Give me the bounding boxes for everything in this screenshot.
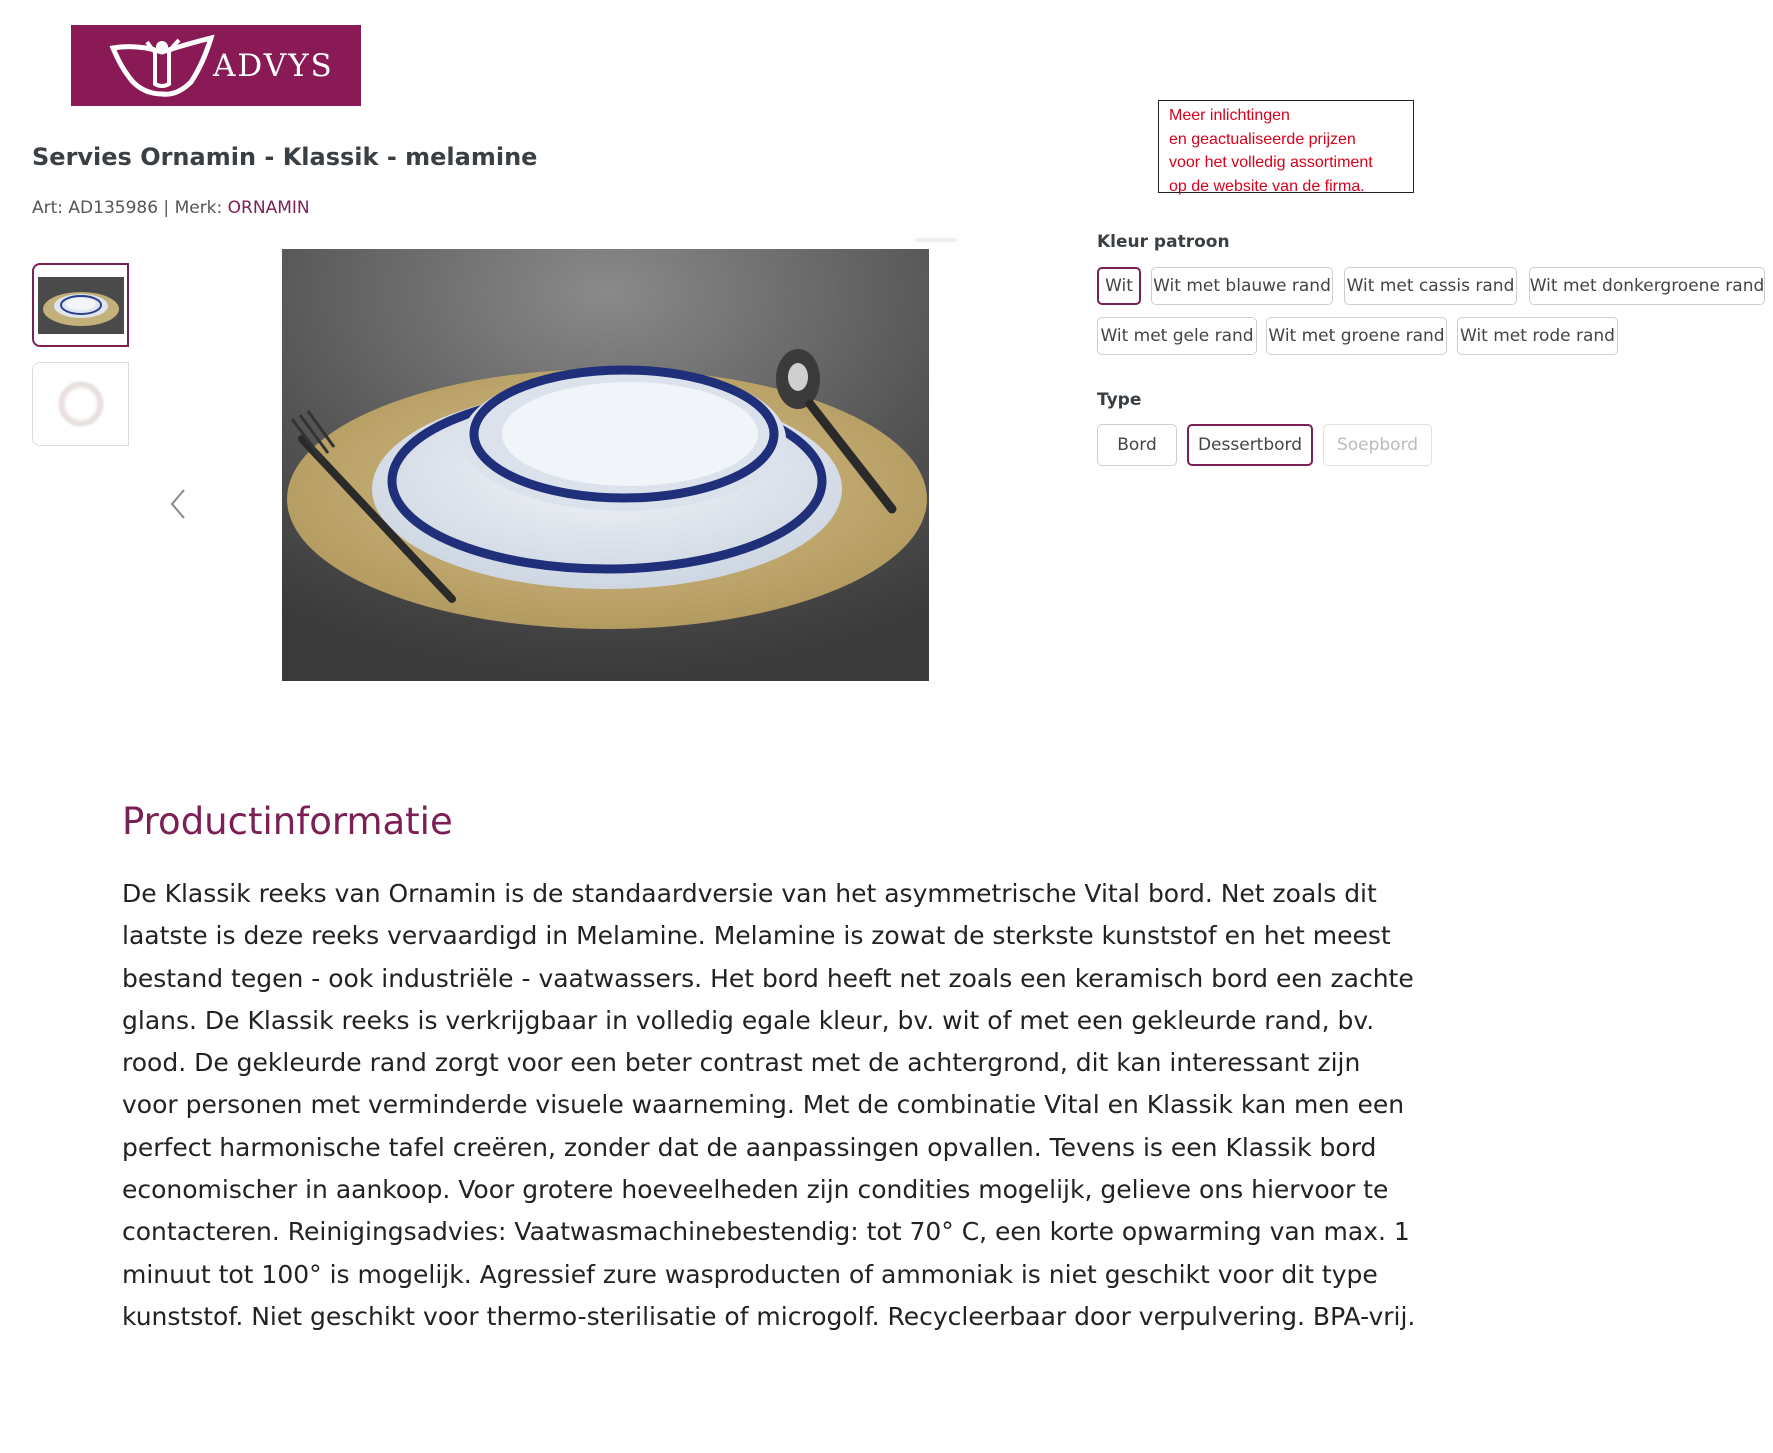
option-dessertbord[interactable]: Dessertbord <box>1187 424 1313 466</box>
option-wit-blauwe-rand[interactable]: Wit met blauwe rand <box>1151 267 1333 305</box>
plate-thumbnail[interactable] <box>32 362 129 446</box>
article-label: Art: AD135986 | Merk: <box>32 198 228 218</box>
option-wit-cassis-rand[interactable]: Wit met cassis rand <box>1344 267 1517 305</box>
product-title: Servies Ornamin - Klassik - melamine <box>32 143 538 171</box>
type-label: Type <box>1097 390 1142 410</box>
color-pattern-label: Kleur patroon <box>1097 232 1230 252</box>
chevron-left-icon[interactable] <box>164 484 194 524</box>
advys-logo[interactable] <box>71 25 361 106</box>
option-wit-rode-rand[interactable]: Wit met rode rand <box>1457 317 1618 355</box>
plate-image <box>59 382 103 426</box>
advys-emblem-icon <box>107 34 217 98</box>
notice-line: Meer inlichtingen <box>1169 107 1290 124</box>
option-bord[interactable]: Bord <box>1097 424 1177 466</box>
notice-line: op de website van de firma. <box>1169 177 1365 195</box>
option-wit-donkergroene-rand[interactable]: Wit met donkergroene rand <box>1529 267 1765 305</box>
option-wit-groene-rand[interactable]: Wit met groene rand <box>1266 317 1447 355</box>
info-notice <box>1158 100 1414 193</box>
notice-line: en geactualiseerde prijzen <box>1169 130 1356 148</box>
brand-link[interactable]: ORNAMIN <box>227 198 310 218</box>
option-wit[interactable]: Wit <box>1097 267 1141 305</box>
notice-line: voor het volledig assortiment <box>1169 154 1373 171</box>
table-setting-thumbnail[interactable] <box>32 263 129 347</box>
gallery-indicator <box>915 238 957 242</box>
logo-text: ADVYS <box>213 47 334 84</box>
product-meta <box>32 198 310 218</box>
option-soepbord[interactable]: Soepbord <box>1323 424 1432 466</box>
product-main-image[interactable] <box>282 249 929 681</box>
product-description: De Klassik reeks van Ornamin is de standaardversie van het asymmetrische Vital bord. Net zoals dit laatste is deze reeks vervaardigd in Melamine. Melamine is zowat de sterkste kunststof en het meest bestand tegen - ook industriële - vaatwassers. Het bord heeft net zoals een keramisch bord een zachte glans. De Klassik reeks is verkrijgbaar in volledig egale kleur, bv. wit of met een gekleurde rand, bv. rood. De gekleurde rand zorgt voor een beter contrast met de achtergrond, dit kan interessant zijn voor personen met verminderde visuele waarneming. Met de combinatie Vital en Klassik kan men een perfect harmonische tafel creëren, zonder dat de aanpassingen opvallen. Tevens is een Klassik bord economischer in aankoop. Voor grotere hoeveelheden zijn condities mogelijk, gelieve ons hiervoor te contacteren. Reinigingsadvies: Vaatwasmachinebestendig: tot 70° C, een korte opwarming van max. 1 minuut tot 100° is mogelijk. Agressief zure wasproducten of ammoniak is niet geschikt voor dit type kunststof. Niet geschikt voor thermo-sterilisatie of microgolf. Recycleerbaar door verpulvering. BPA-vrij. <box>122 879 1416 1331</box>
option-wit-gele-rand[interactable]: Wit met gele rand <box>1097 317 1257 355</box>
thumbnail-image <box>38 277 124 334</box>
product-info-heading: Productinformatie <box>122 800 453 843</box>
